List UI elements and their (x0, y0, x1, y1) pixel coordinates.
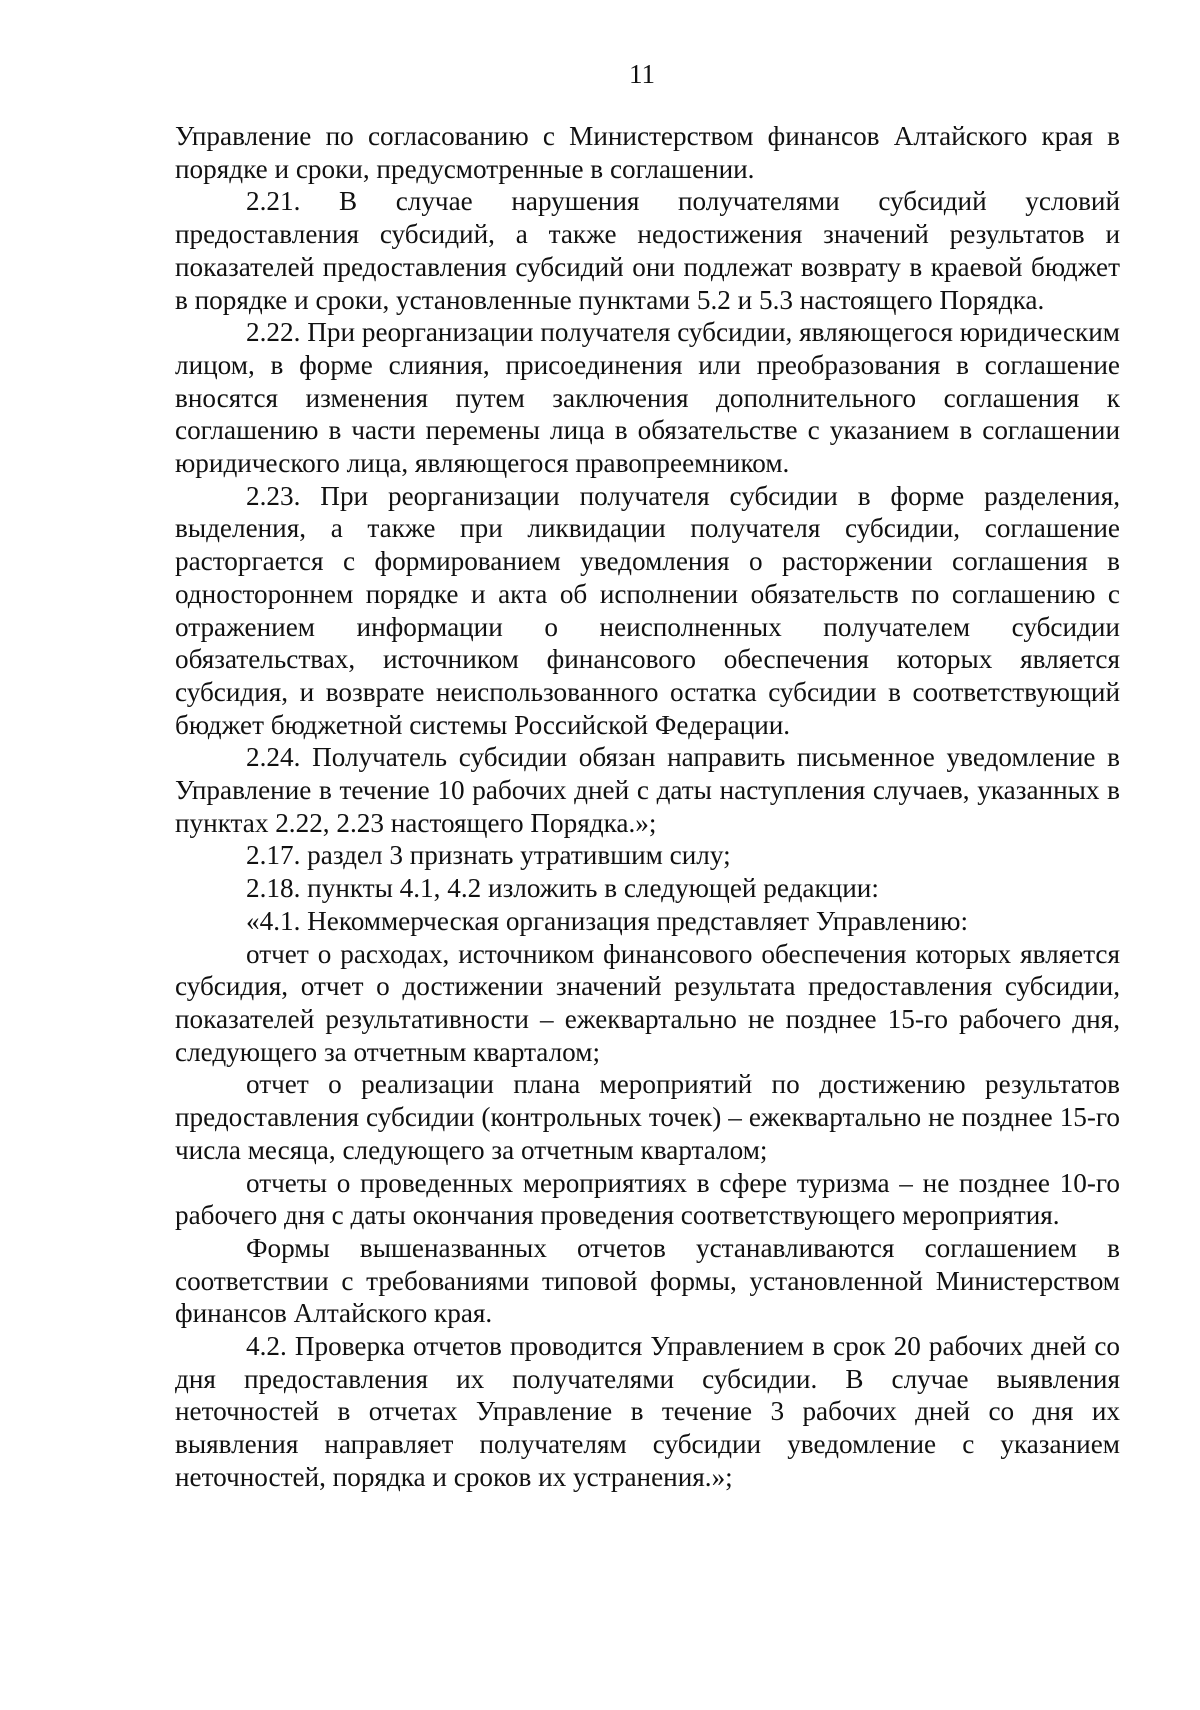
paragraph-4-1: «4.1. Некоммерческая организация представляет Управлению: (246, 905, 969, 936)
paragraph-report-expenses: отчет о расходах, источником финансового обеспечения которых является субсидия, отчет о достижении значений результата предоставления субсидии, показателей результативности – ежеквартально не позднее 15-го рабочего дня, следующего за отчетным кварталом; (175, 938, 1120, 1067)
paragraph-report-plan: отчет о реализации плана мероприятий по достижению результатов предоставления субсидии (контрольных точек) – ежеквартально не позднее 15-го числа месяца, следующего за отчетным кварталом; (175, 1069, 1120, 1165)
paragraph-2-24: 2.24. Получатель субсидии обязан направить письменное уведомление в Управление в течение 10 рабочих дней с даты наступления случаев, указанных в пунктах 2.22, 2.23 настоящего Порядка.»; (175, 742, 1120, 838)
paragraph-2-17: 2.17. раздел 3 признать утратившим силу; (246, 840, 731, 871)
document-body (175, 120, 1120, 1494)
paragraph-2-18: 2.18. пункты 4.1, 4.2 изложить в следующей редакции: (246, 873, 879, 904)
paragraph-4-2: 4.2. Проверка отчетов проводится Управлением в срок 20 рабочих дней со дня предоставления их получателями субсидии. В случае выявления неточностей в отчетах Управление в течение 3 рабочих дней со дня их выявления направляет получателям субсидии уведомление с указанием неточностей, порядка и сроков их устранения.»; (175, 1331, 1120, 1492)
paragraph-continuation: Управление по согласованию с Министерством финансов Алтайского края в порядке и сроки, предусмотренные в соглашении. (175, 121, 1120, 184)
paragraph-2-22: 2.22. При реорганизации получателя субсидии, являющегося юридическим лицом, в форме слияния, присоединения или преобразования в соглашение вносятся изменения путем заключения дополнительного соглашения к соглашению в части перемены лица в обязательстве с указанием в соглашении юридического лица, являющегося правопреемником. (175, 317, 1120, 479)
paragraph-report-forms: Формы вышеназванных отчетов устанавливаются соглашением в соответствии с требованиями типовой формы, установленной Министерством финансов Алтайского края. (175, 1232, 1120, 1329)
paragraph-2-21: 2.21. В случае нарушения получателями субсидий условий предоставления субсидий, а также недостижения значений результатов и показателей предоставления субсидий они подлежат возврату в краевой бюджет в порядке и сроки, установленные пунктами 5.2 и 5.3 настоящего Порядка. (175, 186, 1120, 315)
page-number: 11 (629, 59, 655, 89)
paragraph-report-events: отчеты о проведенных мероприятиях в сфере туризма – не позднее 10-го рабочего дня с даты окончания проведения соответствующего мероприятия. (175, 1167, 1120, 1231)
paragraph-2-23: 2.23. При реорганизации получателя субсидии в форме разделения, выделения, а также при ликвидации получателя субсидии, соглашение расторгается с формированием уведомления о расторжении соглашения в одностороннем порядке и акта об исполнении обязательств по соглашению с отражением информации о неисполненных получателем субсидии обязательствах, источником финансового обеспечения которых является субсидия, и возврате неиспользованного остатка субсидии в соответствующий бюджет бюджетной системы Российской Федерации. (175, 480, 1120, 740)
